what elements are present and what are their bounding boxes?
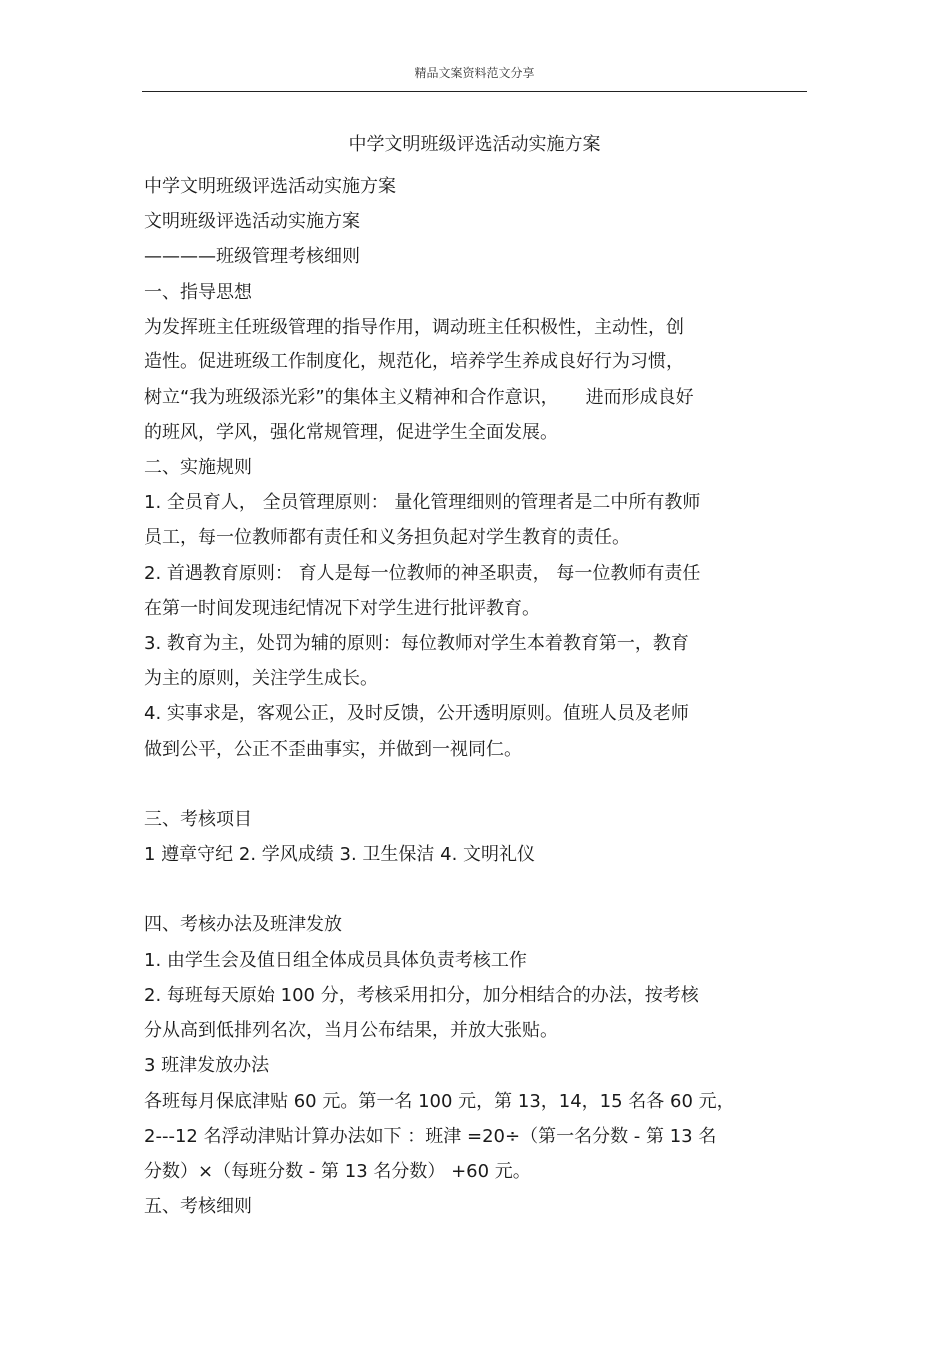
subtitle-line: ————班级管理考核细则 [144, 246, 360, 267]
paragraph-line: 做到公平，公正不歪曲事实，并做到一视同仁。 [144, 739, 522, 760]
paragraph-line: 2. 首遇教育原则： 育人是每一位教师的神圣职责， 每一位教师有责任 [144, 563, 701, 584]
header-rule [142, 91, 807, 92]
paragraph-line: 3 班津发放办法 [144, 1055, 270, 1076]
subtitle-line: 中学文明班级评选活动实施方案 [144, 176, 396, 197]
section-heading: 五、考核细则 [144, 1196, 252, 1217]
paragraph-line: 1. 全员育人， 全员管理原则： 量化管理细则的管理者是二中所有教师 [144, 492, 701, 513]
section-heading: 三、考核项目 [144, 809, 252, 830]
paragraph-line: 1. 由学生会及值日组全体成员具体负责考核工作 [144, 950, 527, 971]
section-heading: 二、实施规则 [144, 457, 252, 478]
document-title: 中学文明班级评选活动实施方案 [348, 134, 601, 155]
paragraph-line: 1 遵章守纪 2. 学风成绩 3. 卫生保洁 4. 文明礼仪 [144, 844, 536, 865]
paragraph-line: 2---12 名浮动津贴计算办法如下 ：班津 =20÷（第一名分数 - 第 13 名 [144, 1126, 717, 1147]
paragraph-line: 在第一时间发现违纪情况下对学生进行批评教育。 [144, 598, 540, 619]
paragraph-line: 3. 教育为主，处罚为辅的原则：每位教师对学生本着教育第一，教育 [144, 633, 689, 654]
paragraph-line: 造性。促进班级工作制度化，规范化，培养学生养成良好行为习惯， [144, 351, 684, 372]
paragraph-line: 为发挥班主任班级管理的指导作用，调动班主任积极性，主动性，创 [144, 317, 684, 338]
page-header: 精品文案资料范文分享 [414, 66, 535, 80]
section-heading: 一、指导思想 [144, 282, 252, 303]
paragraph-line: 4. 实事求是，客观公正，及时反馈，公开透明原则。值班人员及老师 [144, 703, 689, 724]
paragraph-line: 为主的原则，关注学生成长。 [144, 668, 378, 689]
paragraph-line: 分从高到低排列名次，当月公布结果，并放大张贴。 [144, 1020, 558, 1041]
paragraph-line: 员工，每一位教师都有责任和义务担负起对学生教育的责任。 [144, 527, 630, 548]
paragraph-line: 树立“我为班级添光彩”的集体主义精神和合作意识， 进而形成良好 [144, 387, 694, 408]
paragraph-line: 2. 每班每天原始 100 分，考核采用扣分，加分相结合的办法，按考核 [144, 985, 699, 1006]
section-heading: 四、考核办法及班津发放 [144, 914, 342, 935]
subtitle-line: 文明班级评选活动实施方案 [144, 211, 360, 232]
paragraph-line: 分数）×（每班分数 - 第 13 名分数） +60 元。 [144, 1161, 531, 1182]
paragraph-line: 的班风，学风，强化常规管理，促进学生全面发展。 [144, 422, 558, 443]
paragraph-line: 各班每月保底津贴 60 元。第一名 100 元，第 13，14，15 名各 60 元， [144, 1091, 735, 1112]
